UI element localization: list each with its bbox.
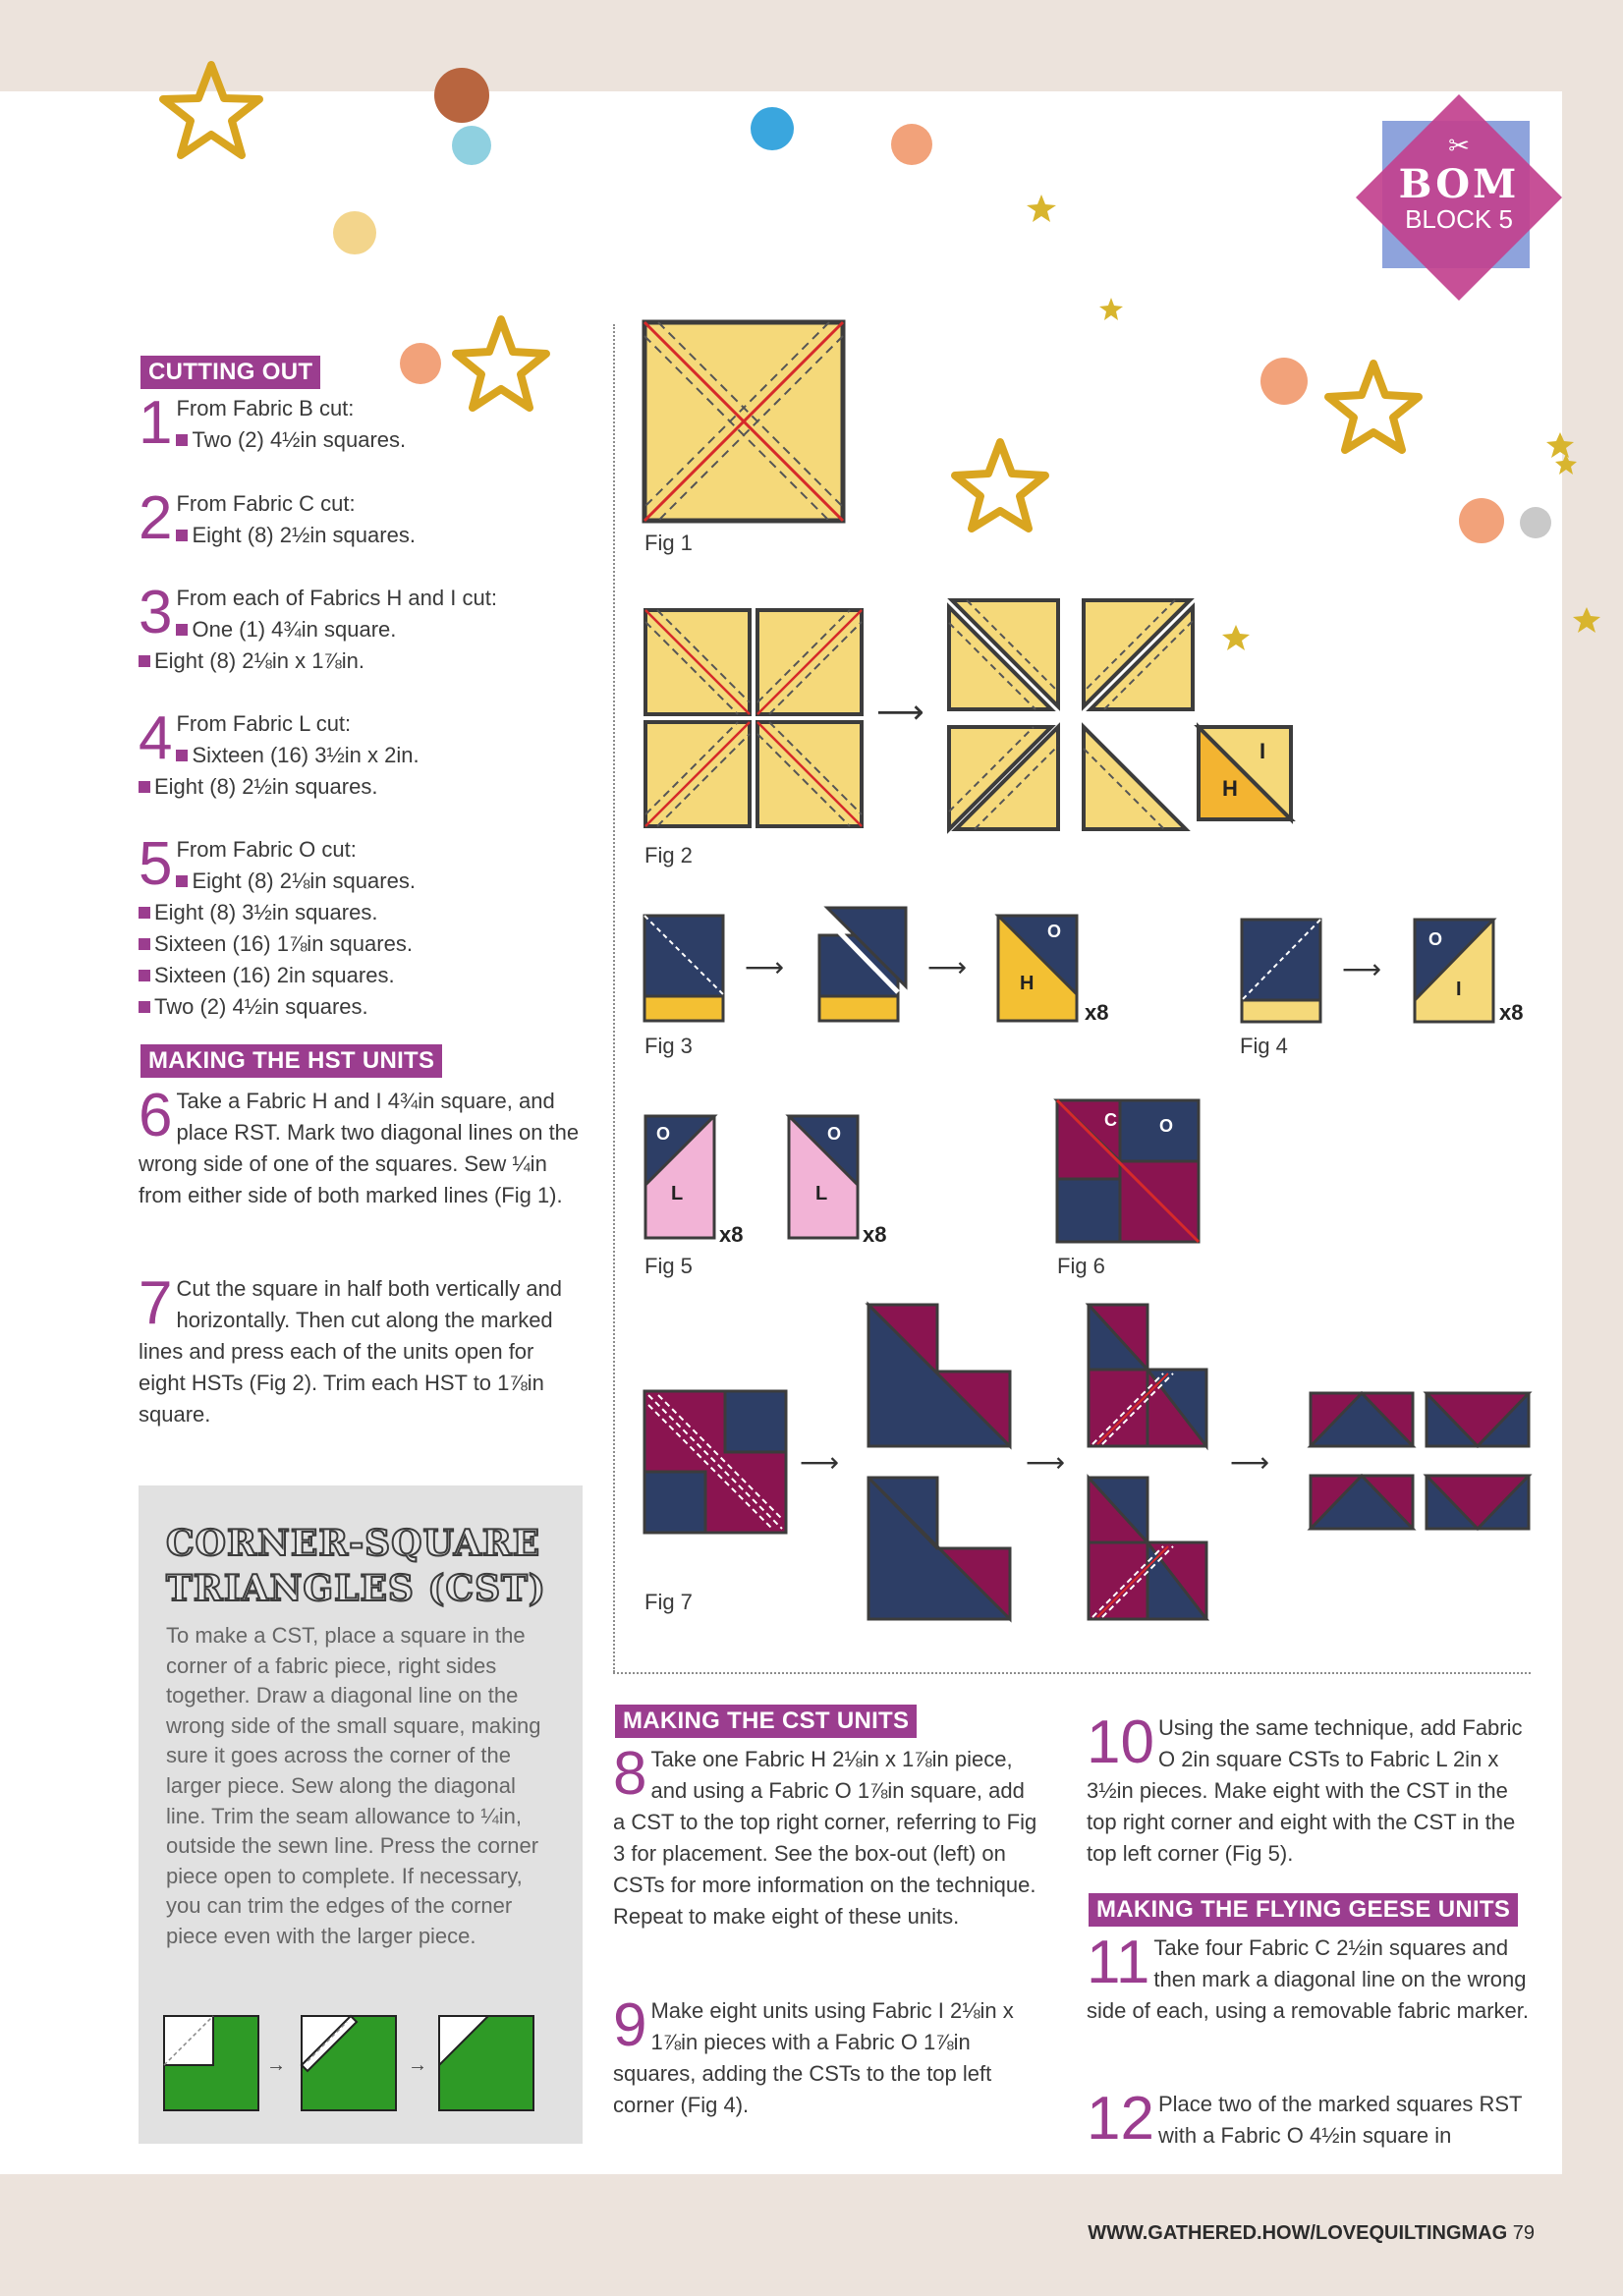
boxout-title: CORNER-SQUARE TRIANGLES (CST) [166, 1523, 546, 1609]
svg-text:⟶: ⟶ [745, 951, 785, 983]
cutting-step-3: 3 From each of Fabrics H and I cut: One (1) 4¾in square. Eight (8) 2⅛in x 1⅞in. [139, 579, 497, 673]
step-11: 11 Take four Fabric C 2½in squares and then mark a diagonal line on the wrong side of each, using a removable fabric marker. [1087, 1929, 1530, 2023]
fig6-label: Fig 6 [1057, 1254, 1105, 1278]
fig5-letter-l-left: L [671, 1183, 684, 1204]
cutting-step-1: 1 From Fabric B cut: Two (2) 4½in squares. [139, 389, 407, 457]
cutting-step-2: 2 From Fabric C cut: Eight (8) 2½in squares. [139, 484, 416, 552]
badge-title: BOM [1398, 161, 1520, 207]
fig5-letter-l-right: L [815, 1183, 828, 1204]
fig3-label: Fig 3 [644, 1034, 693, 1058]
column-divider [613, 324, 615, 1672]
footer-url[interactable]: WWW.GATHERED.HOW/LOVEQUILTINGMAG [1088, 2222, 1508, 2244]
cutting-step-5: 5 From Fabric O cut: Eight (8) 2⅛in squares. Eight (8) 3½in squares. Sixteen (16) 1⅞in squares. Sixteen (16) 2in squares. Two (2) 4½in squares. [139, 830, 416, 1019]
svg-text:⟶: ⟶ [800, 1446, 840, 1479]
svg-text:→: → [266, 2054, 286, 2076]
making-hst-heading: MAKING THE HST UNITS [140, 1044, 442, 1078]
fig4-letter-o: O [1428, 929, 1443, 949]
cst-boxout [139, 1485, 583, 2144]
fig2-diagram [643, 593, 1311, 829]
svg-text:→: → [408, 2054, 427, 2076]
svg-text:⟶: ⟶ [1342, 953, 1382, 985]
fig5-label: Fig 5 [644, 1254, 693, 1278]
fig1-label: Fig 1 [644, 531, 693, 555]
page-number: 79 [1512, 2222, 1535, 2244]
svg-text:⟶: ⟶ [876, 693, 924, 732]
fig7-diagram [643, 1303, 1533, 1623]
step-8: 8 Take one Fabric H 2⅛in x 1⅞in piece, and using a Fabric O 1⅞in square, add a CST to the top right corner, referring to Fig 3 for placement. See the box-out (left) on CSTs for more information on the technique. Repeat to make eight of these units. [613, 1740, 1037, 1929]
fig6-diagram [1055, 1098, 1203, 1246]
step-10: 10 Using the same technique, add Fabric O 2in square CSTs to Fabric L 2in x 3½in pieces. Make eight with the CST in the top right corner and eight with the CST in the top left corner (Fig 5). [1087, 1708, 1523, 1866]
scissors-icon: ✂ [1448, 132, 1470, 161]
fig2-letter-h: H [1222, 776, 1238, 801]
fig3-letter-h: H [1020, 973, 1035, 994]
fig5-x8-left: x8 [719, 1222, 744, 1247]
svg-text:⟶: ⟶ [1026, 1446, 1066, 1479]
cutting-step-4: 4 From Fabric L cut: Sixteen (16) 3½in x 2in. Eight (8) 2½in squares. [139, 704, 420, 799]
fig5-letter-o-right: O [827, 1124, 842, 1144]
cst-diagram [164, 2016, 547, 2114]
fig6-letter-c: C [1104, 1110, 1117, 1130]
fig3-letter-o: O [1047, 922, 1062, 941]
making-flying-geese-heading: MAKING THE FLYING GEESE UNITS [1089, 1893, 1518, 1927]
cutting-out-heading: CUTTING OUT [140, 356, 320, 389]
fig3-x8: x8 [1085, 1000, 1109, 1025]
step-9: 9 Make eight units using Fabric I 2⅛in x 1⅞in pieces with a Fabric O 1⅞in squares, adding the CSTs to the top left corner (Fig 4). [613, 1991, 1014, 2117]
svg-text:⟶: ⟶ [1230, 1446, 1270, 1479]
step-7: 7 Cut the square in half both vertically and horizontally. Then cut along the marked lines and press each of the units open for eight HSTs (Fig 2). Trim each HST to 1⅞in square. [139, 1269, 563, 1427]
fig4-x8: x8 [1499, 1000, 1524, 1025]
fig3-diagram [643, 908, 1114, 1026]
fig5-x8-right: x8 [863, 1222, 887, 1247]
fig2-letter-i: I [1259, 739, 1266, 763]
fig7-label: Fig 7 [644, 1590, 693, 1614]
svg-text:⟶: ⟶ [927, 951, 968, 983]
badge-subtitle: BLOCK 5 [1405, 204, 1513, 234]
fig5-letter-o-left: O [656, 1124, 671, 1144]
bom-badge [1356, 94, 1562, 301]
step-12: 12 Place two of the marked squares RST with a Fabric O 4½in square in [1087, 2085, 1523, 2153]
boxout-text: To make a CST, place a square in the corner of a fabric piece, right sides together. Draw a diagonal line on the wrong side of the small square, making sure it goes across the corner of the larger piece. Sew along the diagonal line. Trim the seam allowance to ¼in, outside the sewn line. Press the corner piece open to complete. If necessary, you can trim the edges of the corner piece even with the larger piece. [166, 1623, 541, 1948]
footer [1088, 2222, 1535, 2245]
fig2-label: Fig 2 [644, 843, 693, 868]
fig6-letter-o: O [1159, 1116, 1174, 1136]
fig4-letter-i: I [1456, 979, 1462, 1000]
step-6: 6 Take a Fabric H and I 4¾in square, and place RST. Mark two diagonal lines on the wrong side of one of the squares. Sew ¼in from either side of both marked lines (Fig 1). [139, 1082, 580, 1207]
making-cst-heading: MAKING THE CST UNITS [615, 1705, 917, 1738]
figure-divider [613, 1672, 1531, 1674]
fig1-diagram [643, 320, 847, 523]
fig4-label: Fig 4 [1240, 1034, 1288, 1058]
